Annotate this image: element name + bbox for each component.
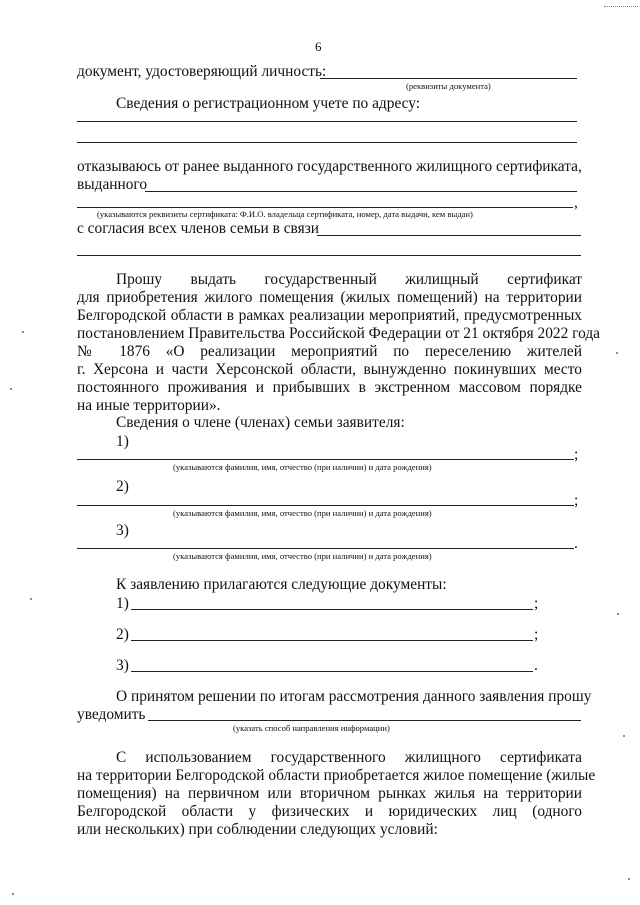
family-item-3-end: . xyxy=(574,535,578,552)
request-line-3: Белгородской области в рамках реализации мероприятий, предусмотренных xyxy=(77,307,582,324)
attachment-2-number: 2) xyxy=(116,626,129,643)
family-item-1-end: ; xyxy=(574,446,579,463)
scan-speck xyxy=(617,613,619,615)
refusal-caption: (указываются реквизиты сертификата: Ф.И.О. владельца сертификата, номер, дата выдачи, кем выдан) xyxy=(97,209,473,219)
family-item-3-caption: (указываются фамилия, имя, отчество (при наличии) и дата рождения) xyxy=(173,551,432,561)
refusal-issued-field[interactable] xyxy=(145,191,577,192)
id-document-label: документ, удостоверяющий личность: xyxy=(77,63,327,80)
scan-speck xyxy=(623,735,625,737)
id-document-field[interactable] xyxy=(320,78,577,79)
consent-field[interactable] xyxy=(317,235,581,236)
request-line-5: № 1876 «О реализации мероприятий по переселению жителей xyxy=(77,343,582,360)
conditions-line-1: С использованием государственного жилищного сертификата xyxy=(116,749,582,766)
attachment-2-field[interactable] xyxy=(131,640,533,641)
attachment-1-end: ; xyxy=(534,595,539,612)
registration-field-1[interactable] xyxy=(77,121,577,122)
family-item-2-number: 2) xyxy=(116,478,129,495)
attachment-2-end: ; xyxy=(534,626,539,643)
scan-corner-mark xyxy=(604,0,638,7)
scan-speck xyxy=(22,331,24,333)
request-line-4: постановлением Правительства Российской Федерации от 21 октября 2022 года xyxy=(77,325,601,342)
id-document-caption: (реквизиты документа) xyxy=(406,81,491,91)
request-line-6: г. Херсона и части Херсонской области, вынужденно покинувших место xyxy=(77,361,582,378)
notify-line-1: О принятом решении по итогам рассмотрения данного заявления прошу xyxy=(116,688,592,705)
conditions-last-line: или нескольких) при соблюдении следующих условий: xyxy=(77,821,438,838)
refusal-line-1: отказываюсь от ранее выданного государственного жилищного сертификата, xyxy=(77,158,582,175)
notify-field[interactable] xyxy=(148,720,581,721)
attachment-3-field[interactable] xyxy=(131,671,533,672)
family-item-1-caption: (указываются фамилия, имя, отчество (при наличии) и дата рождения) xyxy=(173,462,432,472)
attachment-3-number: 3) xyxy=(116,657,129,674)
scan-speck xyxy=(616,352,618,354)
family-item-2-caption: (указываются фамилия, имя, отчество (при наличии) и дата рождения) xyxy=(173,508,432,518)
consent-field-2[interactable] xyxy=(77,255,581,256)
attachment-1-field[interactable] xyxy=(131,609,533,610)
attachment-3-end: . xyxy=(534,657,538,674)
scan-speck xyxy=(30,598,32,600)
attachments-label: К заявлению прилагаются следующие документы: xyxy=(116,576,447,593)
family-item-1-number: 1) xyxy=(116,433,129,450)
request-last-line: на иные территории». xyxy=(77,397,221,414)
family-item-2-field[interactable] xyxy=(77,505,574,506)
conditions-line-2: на территории Белгородской области приобретается жилое помещение (жилые xyxy=(77,767,596,784)
registration-label: Сведения о регистрационном учете по адресу: xyxy=(116,95,421,112)
attachment-1-number: 1) xyxy=(116,595,129,612)
refusal-issued-label: выданного xyxy=(77,176,148,193)
request-line-2: для приобретения жилого помещения (жилых помещений) на территории xyxy=(77,289,582,306)
family-item-3-field[interactable] xyxy=(77,548,574,549)
family-item-3-number: 3) xyxy=(116,522,129,539)
request-line-1: Прошу выдать государственный жилищный сертификат xyxy=(116,271,582,288)
conditions-line-3: помещения) на первичном или вторичном рынках жилья на территории xyxy=(77,785,582,802)
notify-caption: (указать способ направления информации) xyxy=(233,723,390,733)
registration-field-2[interactable] xyxy=(77,142,577,143)
family-item-1-field[interactable] xyxy=(77,459,574,460)
request-line-7: постоянного проживания и прибывших в экстренном массовом порядке xyxy=(77,379,582,396)
family-label: Сведения о члене (членах) семьи заявителя: xyxy=(116,414,405,431)
scan-speck xyxy=(628,878,630,880)
consent-label: с согласия всех членов семьи в связи xyxy=(77,220,320,237)
conditions-line-4: Белгородской области у физических и юридических лиц (одного xyxy=(77,803,582,820)
refusal-comma: , xyxy=(574,194,578,211)
family-item-2-end: ; xyxy=(574,492,579,509)
page-number: 6 xyxy=(315,39,322,54)
scan-speck xyxy=(10,388,12,390)
notify-label: уведомить xyxy=(77,706,146,723)
scan-speck xyxy=(12,893,14,895)
refusal-issued-field-2[interactable] xyxy=(77,207,573,208)
